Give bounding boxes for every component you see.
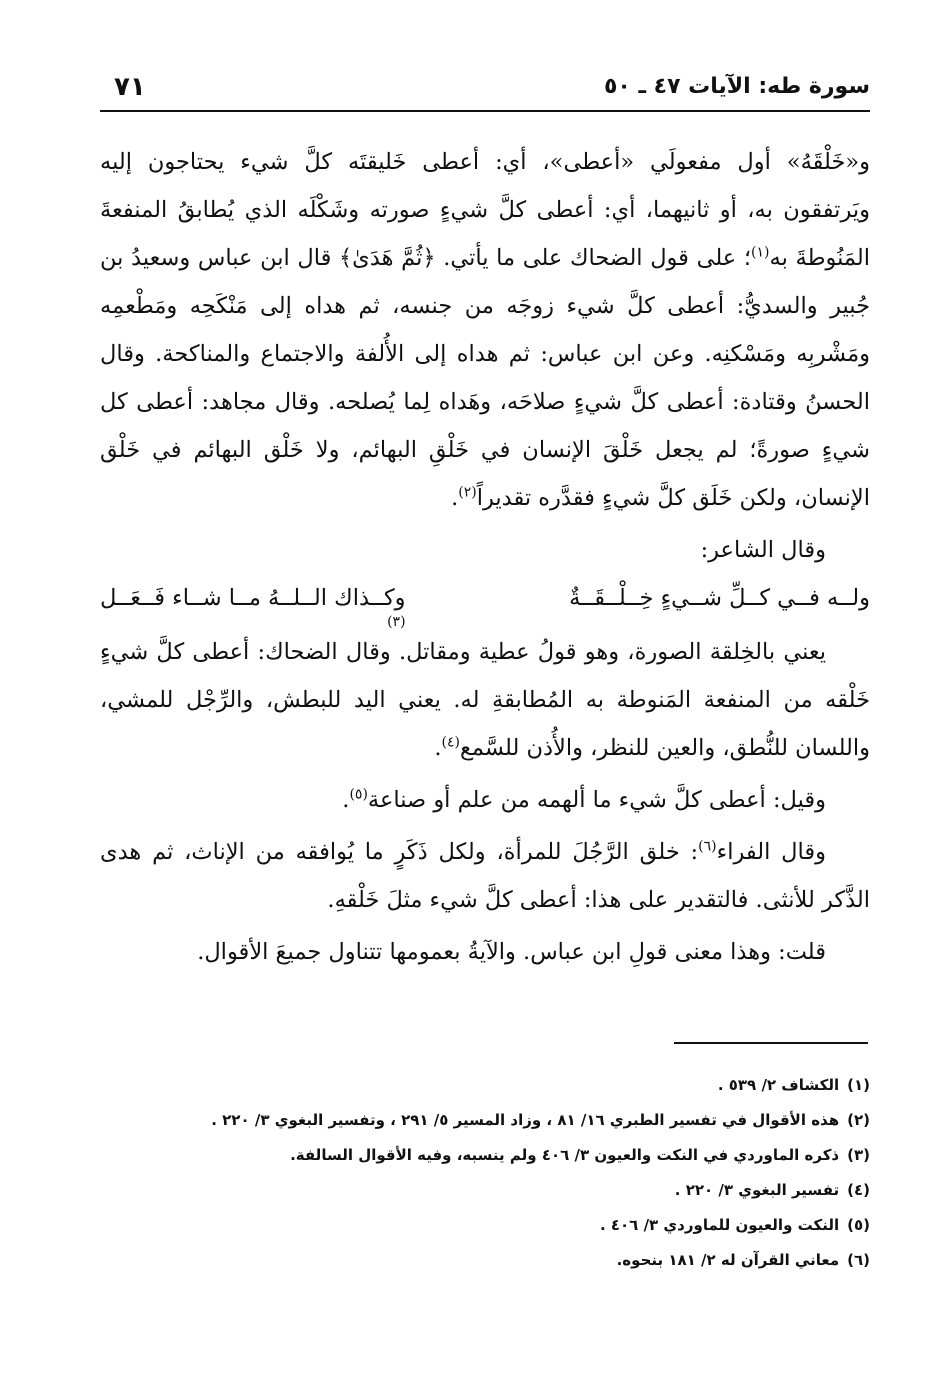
footnote-ref-2: (٢) <box>458 484 477 501</box>
paragraph-2 <box>100 628 870 772</box>
footnote-text: معاني القرآن له ٢/ ١٨١ بنحوه. <box>616 1251 840 1269</box>
paragraph-3 <box>100 776 870 824</box>
footnote-text: تفسير البغوي ٣/ ٢٢٠ . <box>674 1181 840 1199</box>
main-text <box>100 138 870 976</box>
footnote-4 <box>100 1173 870 1208</box>
footnote-1 <box>100 1068 870 1103</box>
paragraph-1-text-b: ؛ على قول الضحاك على ما يأتي. ﴿ثُمَّ هَدَىٰ﴾ قال ابن عباس وسعيدُ بن جُبير والسديُّ: أعطى كلَّ شيء زوجَه من جنسه، ثم هداه إلى مَنْكَحِه ومَطْعمِه ومَشْربِه ومَسْكنِه. وعن ابن عباس: ثم هداه إلى الأُلفة والاجتماع والمناكحة. وقال الحسنُ وقتادة: أعطى كلَّ شيءٍ صلاحَه، وهَداه لِما يُصلحه. وقال مجاهد: أعطى كل شيءٍ صورةً؛ لم يجعل خَلْقَ الإنسان في خَلْقِ البهائم، ولا خَلْق البهائم في خَلْق الإنسان، ولكن خَلَق كلَّ شيءٍ فقدَّره تقديراً <box>100 245 870 511</box>
paragraph-3-text: وقيل: أعطى كلَّ شيء ما ألهمه من علم أو صناعة <box>367 787 826 813</box>
footnote-ref-6: (٦) <box>698 838 717 855</box>
footnote-ref-5: (٥) <box>349 786 368 803</box>
footnotes <box>100 1068 870 1278</box>
paragraph-1 <box>100 138 870 522</box>
paragraph-4-text-a: وقال الفراء <box>716 839 826 865</box>
verse-second-text: وكــذاك الــلــهُ مــا شــاء فَــعَــل <box>100 585 406 611</box>
paragraph-5: قلت: وهذا معنى قولِ ابن عباس. والآيةُ بعمومها تتناول جميعَ الأقوال. <box>197 939 826 965</box>
footnote-number: (٣) <box>847 1146 870 1164</box>
poetry-verse <box>100 574 870 630</box>
paragraph-2-end: . <box>434 735 442 761</box>
footnote-6 <box>100 1243 870 1278</box>
page-number: ٧١ <box>114 72 146 102</box>
paragraph-2-text: يعني بالخِلقة الصورة، وهو قولُ عطية ومقاتل. وقال الضحاك: أعطى كلَّ شيءٍ خَلْقه من المنفعة المَنوطة به المُطابقةِ له. يعني اليد للبطش، والرِّجْل للمشي، واللسان للنُّطق، والعين للنظر، والأُذن للسَّمع <box>100 639 870 761</box>
paragraph-3-end: . <box>342 787 350 813</box>
footnote-number: (٥) <box>847 1216 870 1234</box>
page-header <box>100 68 870 108</box>
footnote-text: ذكره الماوردي في النكت والعيون ٣/ ٤٠٦ ولم ينسبه، وفيه الأقوال السالفة. <box>290 1146 840 1164</box>
poet-intro: وقال الشاعر: <box>700 537 826 563</box>
paragraph-1-text-a: و«خَلْقَهُ» أول مفعولَي «أعطى»، أي: أعطى خَليقتَه كلَّ شيء يحتاجون إليه ويَرتفقون به، أو ثانيهما، أي: أعطى كلَّ شيءٍ صورته وشَكْلَه الذي يُطابقُ المنفعةَ المَنُوطةَ به <box>100 149 870 271</box>
footnote-5 <box>100 1208 870 1243</box>
footnote-number: (٤) <box>847 1181 870 1199</box>
verse-first-hemistich: ولــه فــي كــلِّ شــيءٍ خِــلْــقَــةٌ <box>569 585 870 611</box>
footnote-text: النكت والعيون للماوردي ٣/ ٤٠٦ . <box>599 1216 840 1234</box>
footnote-2 <box>100 1103 870 1138</box>
footnote-ref-1: (١) <box>751 244 770 261</box>
footnote-number: (٦) <box>847 1251 870 1269</box>
running-title: سورة طه: الآيات ٤٧ ـ ٥٠ <box>603 74 870 99</box>
header-rule <box>100 110 870 112</box>
footnote-number: (٢) <box>847 1111 870 1129</box>
footnote-separator <box>674 1042 868 1044</box>
paragraph-4-text-b: : خلق الرَّجُلَ للمرأة، ولكل ذَكَرٍ ما يُوافقه من الإناث، ثم هدى الذَّكر للأنثى. فالتقدير على هذا: أعطى كلَّ شيء مثلَ خَلْقهِ. <box>100 839 870 913</box>
footnote-3 <box>100 1138 870 1173</box>
footnote-ref-4: (٤) <box>441 734 460 751</box>
footnote-text: الكشاف ٢/ ٥٣٩ . <box>717 1076 840 1094</box>
footnote-number: (١) <box>847 1076 870 1094</box>
verse-second-hemistich: وكــذاك الــلــهُ مــا شــاء فَــعَــل (٣) <box>100 574 406 622</box>
footnote-text: هذه الأقوال في تفسير الطبري ١٦/ ٨١ ، وزاد المسير ٥/ ٢٩١ ، وتفسير البغوي ٣/ ٢٢٠ . <box>211 1111 840 1129</box>
paragraph-1-end: . <box>451 485 459 511</box>
paragraph-4 <box>100 828 870 924</box>
